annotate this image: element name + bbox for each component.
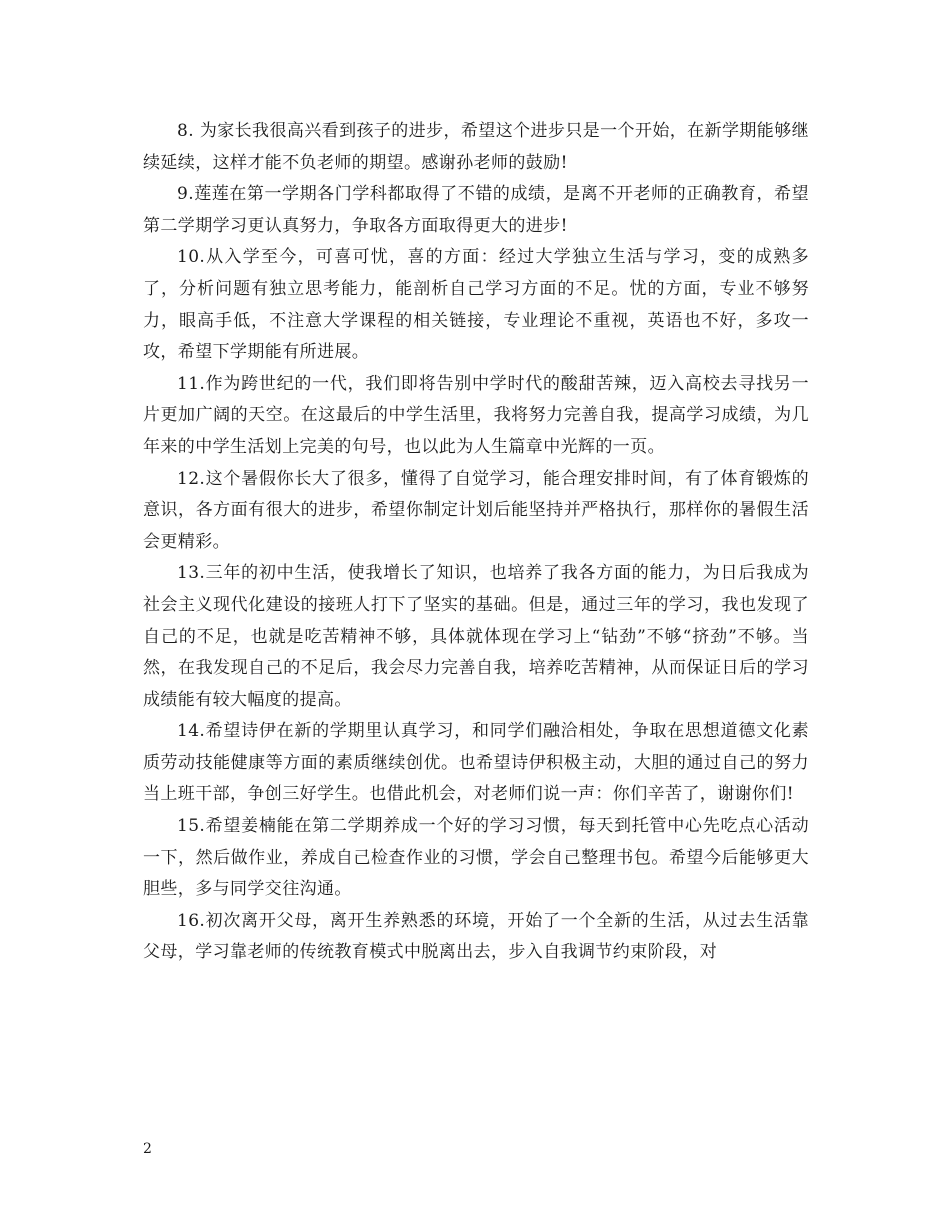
paragraph-11: 11.作为跨世纪的一代，我们即将告别中学时代的酸甜苦辣，迈入高校去寻找另一片更加广阔的天空。在这最后的中学生活里，我将努力完善自我，提高学习成绩，为几年来的中学生活划上完美的句号，也以此为人生篇章中光辉的一页。 [143,373,809,457]
paragraph-10: 10.从入学至今，可喜可忧，喜的方面：经过大学独立生活与学习，变的成熟多了，分析问题有独立思考能力，能剖析自己学习方面的不足。忧的方面，专业不够努力，眼高手低，不注意大学课程的相关链接，专业理论不重视，英语也不好，多攻一攻，希望下学期能有所进展。 [143,247,809,363]
paragraph-9: 9.莲莲在第一学期各门学科都取得了不错的成绩，是离不开老师的正确教育，希望第二学期学习更认真努力，争取各方面取得更大的进步! [143,184,809,236]
paragraph-16: 16.初次离开父母，离开生养熟悉的环境，开始了一个全新的生活，从过去生活靠父母，学习靠老师的传统教育模式中脱离出去，步入自我调节约束阶段，对 [143,910,809,963]
paragraph-12: 12.这个暑假你长大了很多，懂得了自觉学习，能合理安排时间，有了体育锻炼的意识，各方面有很大的进步，希望你制定计划后能坚持并严格执行，那样你的暑假生活会更精彩。 [143,468,809,552]
page-number: 2 [143,1141,152,1157]
paragraph-13: 13.三年的初中生活，使我增长了知识，也培养了我各方面的能力，为日后我成为社会主义现代化建设的接班人打下了坚实的基础。但是，通过三年的学习，我也发现了自己的不足，也就是吃苦精神不够，具体就体现在学习上“钻劲”不够“挤劲”不够。当然，在我发现自己的不足后，我会尽力完善自我，培养吃苦精神，从而保证日后的学习成绩能有较大幅度的提高。 [143,563,809,710]
paragraph-15: 15.希望姜楠能在第二学期养成一个好的学习习惯，每天到托管中心先吃点心活动一下，然后做作业，养成自己检查作业的习惯，学会自己整理书包。希望今后能够更大胆些，多与同学交往沟通。 [143,816,809,900]
paragraph-14: 14.希望诗伊在新的学期里认真学习，和同学们融洽相处，争取在思想道德文化素质劳动技能健康等方面的素质继续创优。也希望诗伊积极主动，大胆的通过自己的努力当上班干部，争创三好学生。也借此机会，对老师们说一声：你们辛苦了，谢谢你们! [143,721,809,805]
document-body [143,116,809,969]
paragraph-8: 8. 为家长我很高兴看到孩子的进步，希望这个进步只是一个开始，在新学期能够继续延续，这样才能不负老师的期望。感谢孙老师的鼓励! [143,121,809,173]
